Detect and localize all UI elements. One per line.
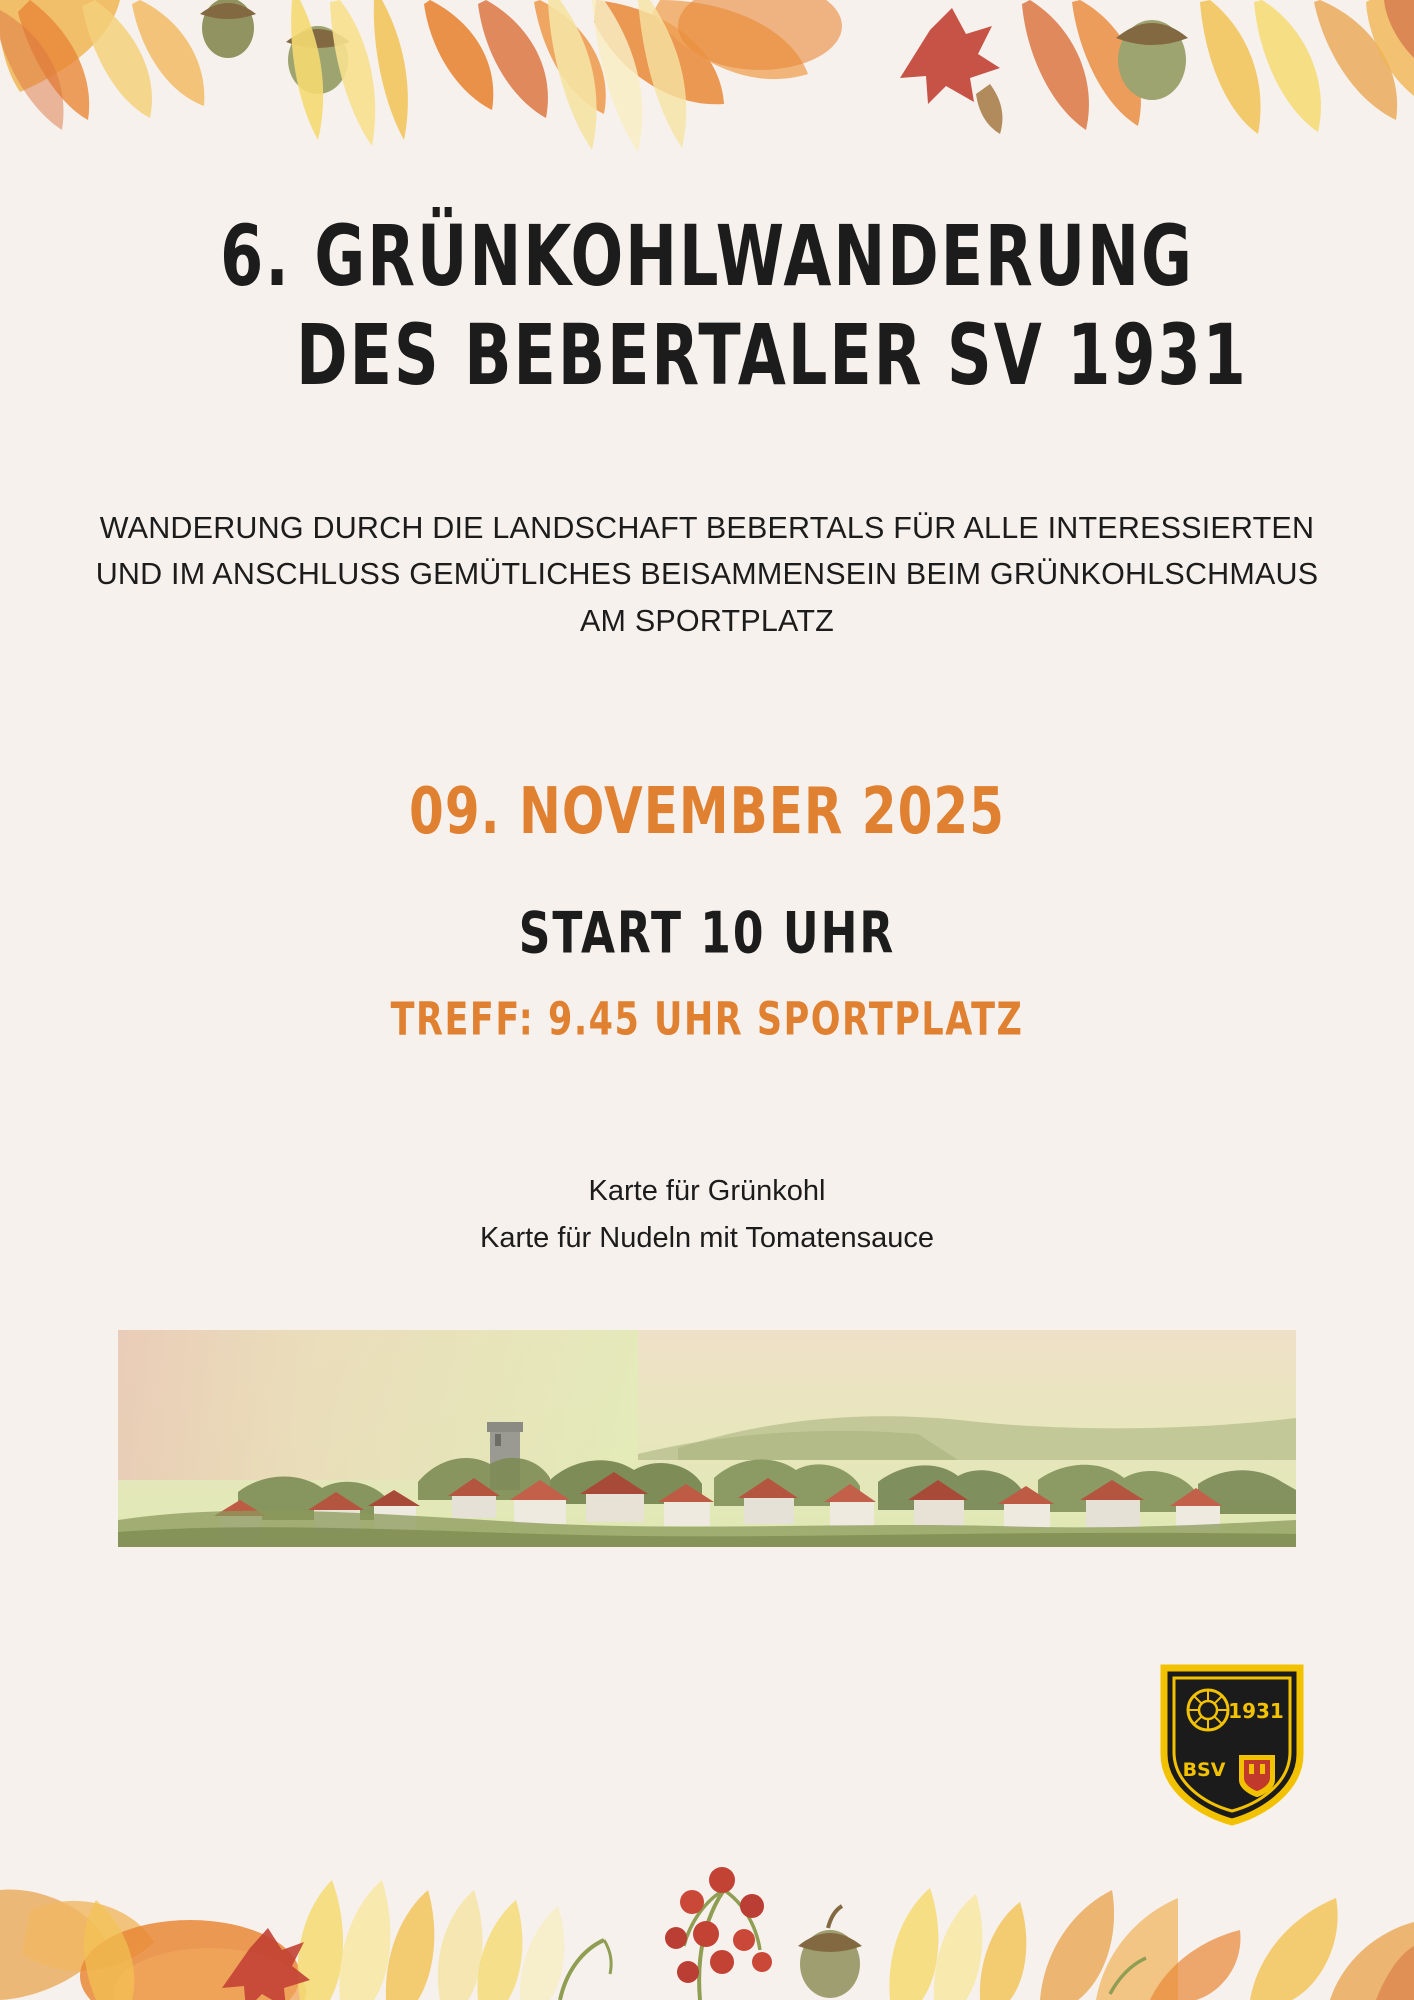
crest-initials-label: BSV <box>1182 1759 1226 1781</box>
menu-options <box>0 1168 1414 1262</box>
club-crest-bsv-1931 <box>1152 1658 1312 1828</box>
poster-headline <box>0 206 1414 405</box>
headline-line-2: DES BEBERTALER SV 1931 <box>296 305 1248 405</box>
crest-year-label: 1931 <box>1228 1699 1284 1723</box>
village-panorama-image <box>118 1330 1296 1547</box>
event-start-time: START 10 UHR <box>518 900 896 967</box>
crest-caption <box>1312 1658 1313 1659</box>
event-meeting-point: TREFF: 9.45 UHR SPORTPLATZ <box>390 994 1024 1046</box>
crest-shield-icon <box>1152 1658 1312 1828</box>
village-panorama-illustration <box>118 1330 1296 1547</box>
intro-paragraph: WANDERUNG DURCH DIE LANDSCHAFT BEBERTALS FÜR ALLE INTERESSIERTEN UND IM ANSCHLUSS GEMÜTLICHES BEISAMMENSEIN BEIM GRÜNKOHLSCHMAUS AM SPORTPLATZ <box>95 511 1319 638</box>
event-date: 09. NOVEMBER 2025 <box>409 773 1005 849</box>
headline-line-1: 6. GRÜNKOHLWANDERUNG <box>220 206 1194 306</box>
autumn-leaves-top-decoration <box>0 0 1414 190</box>
menu-line-2: Karte für Nudeln mit Tomatensauce <box>479 1221 935 1254</box>
menu-line-1: Karte für Grünkohl <box>588 1175 826 1207</box>
